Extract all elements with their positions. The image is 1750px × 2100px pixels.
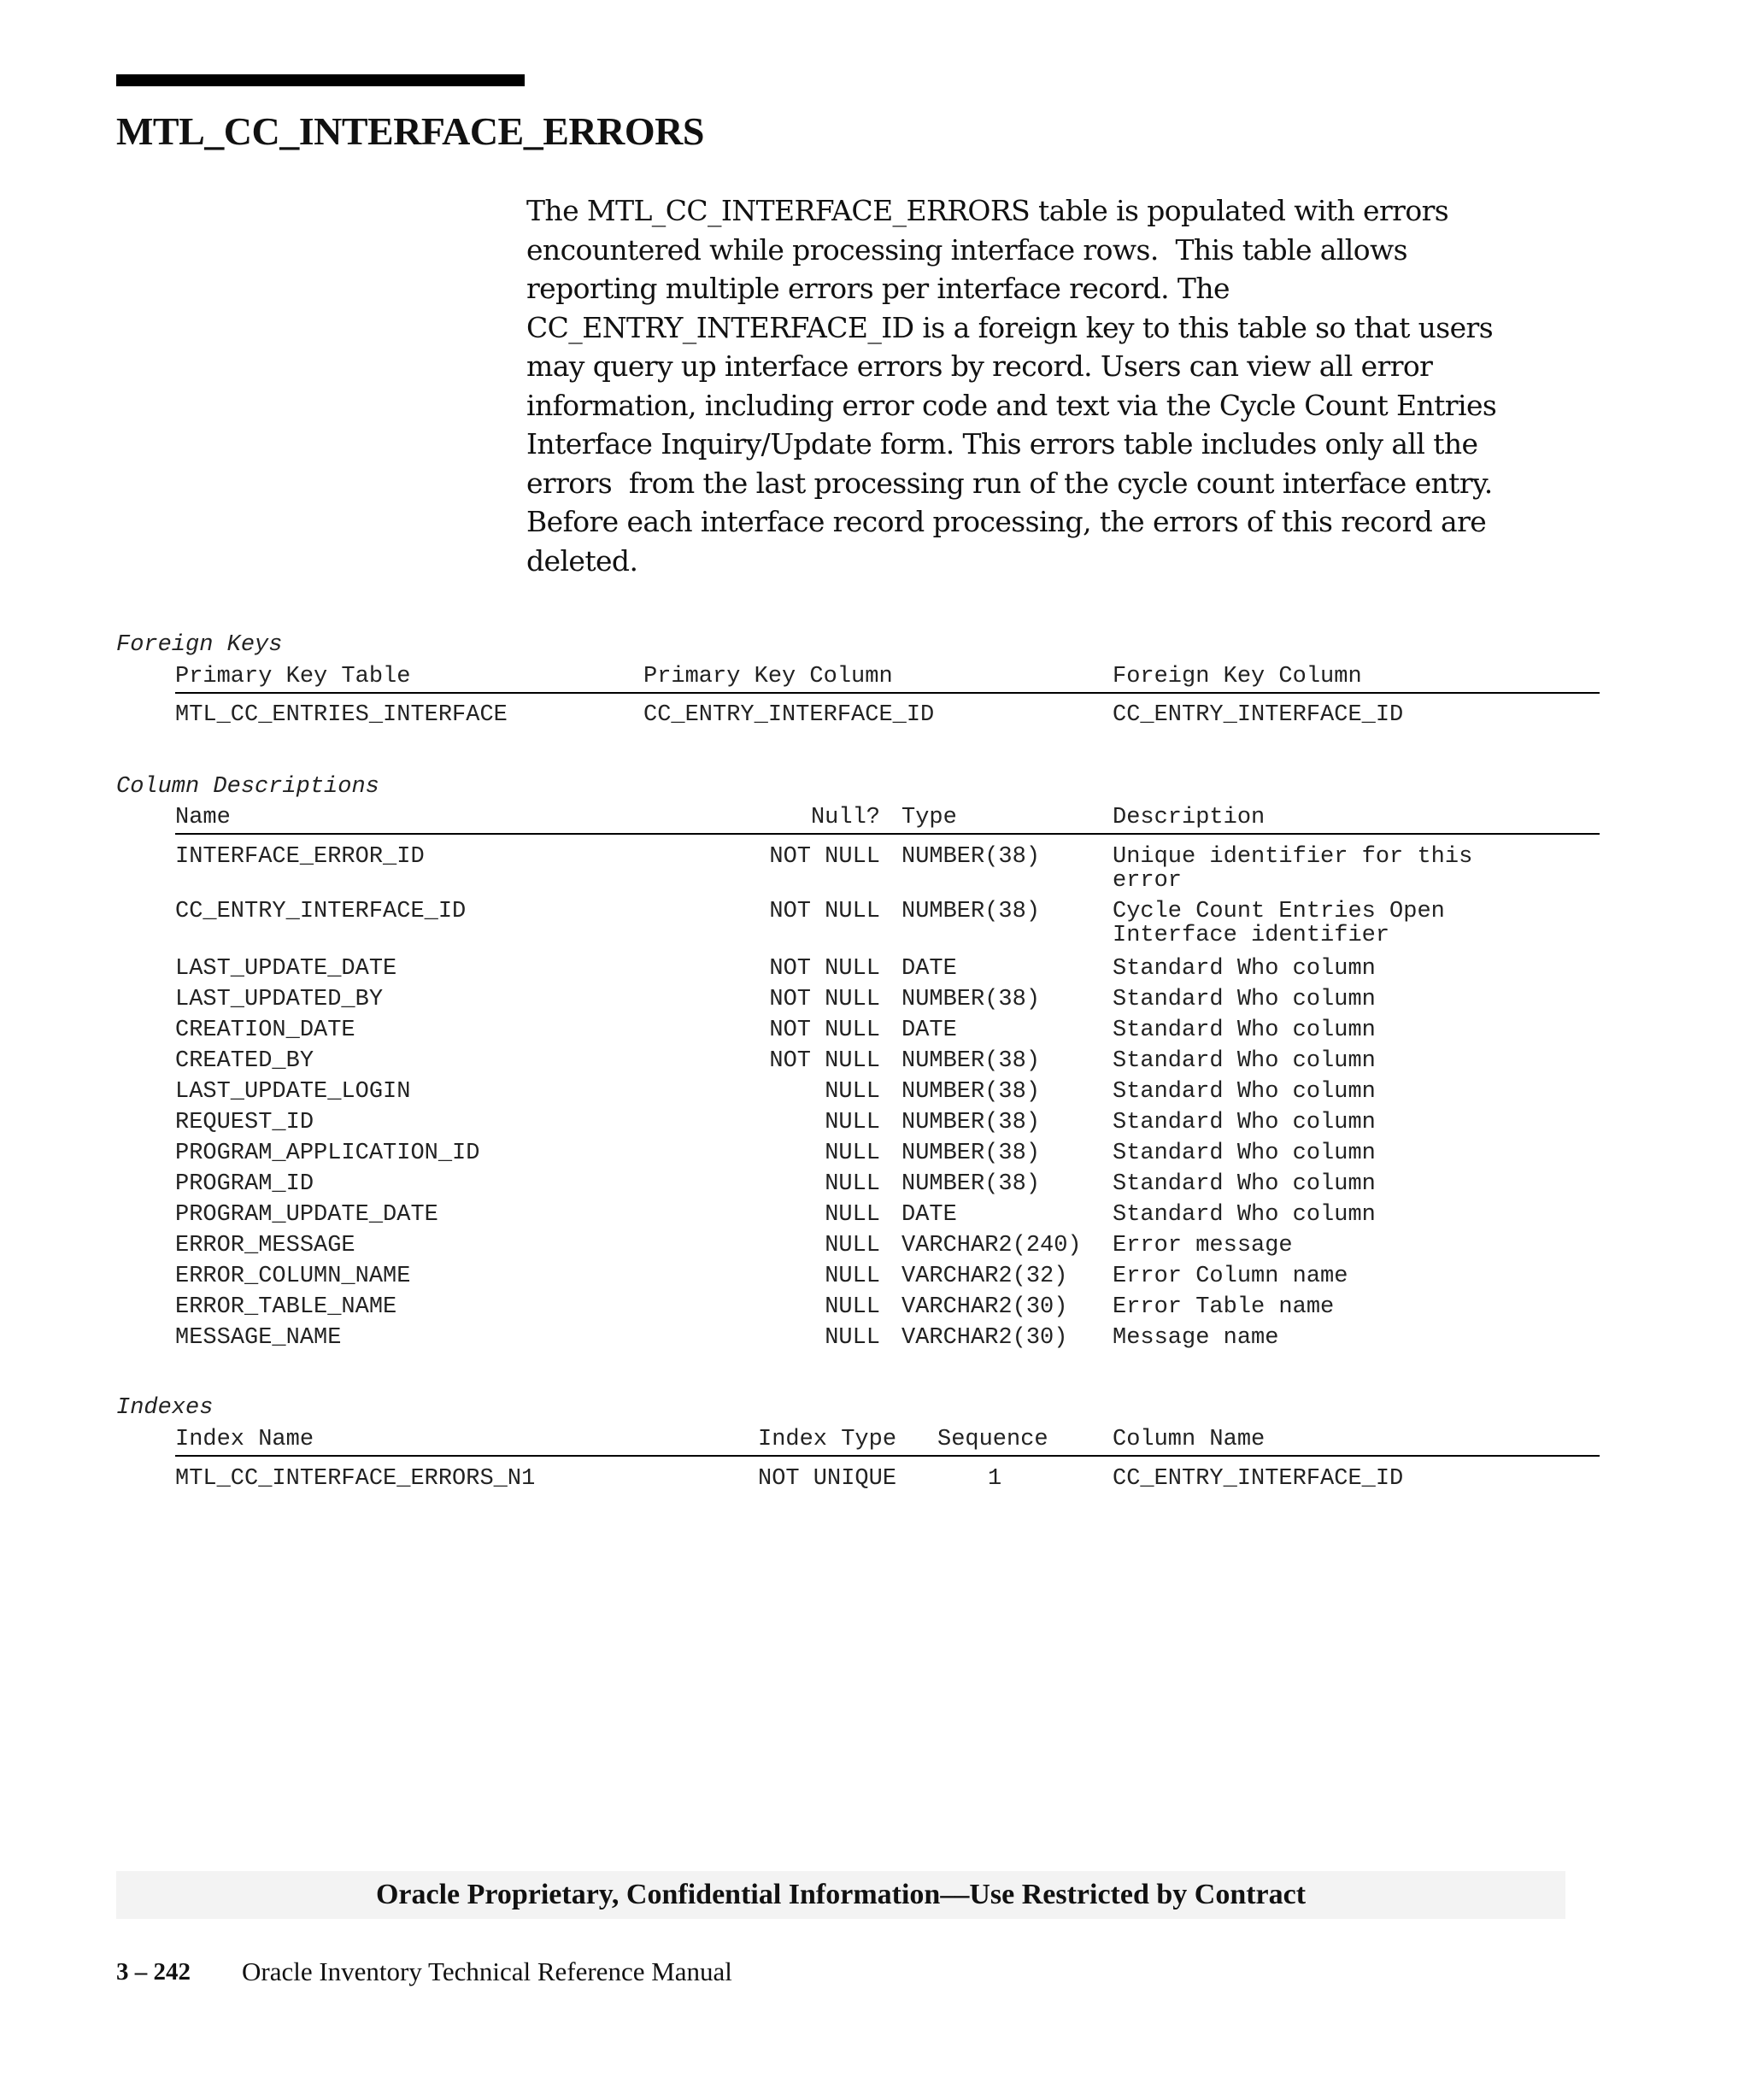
cd-header-description: Description (1113, 805, 1266, 830)
cd-row-description: Error Column name (1113, 1264, 1348, 1289)
cd-row-name: CC_ENTRY_INTERFACE_ID (175, 899, 467, 924)
cd-row-name: ERROR_COLUMN_NAME (175, 1264, 411, 1289)
cd-row-description: Cycle Count Entries Open Interface identifier (1113, 899, 1445, 948)
cd-row-description: Message name (1113, 1325, 1279, 1351)
cd-row-description: Standard Who column (1113, 956, 1376, 982)
intro-line: Before each interface record processing, the errors of this record are (526, 505, 1487, 538)
cd-row-null: NULL (825, 1202, 880, 1228)
cd-row-null: NULL (825, 1325, 880, 1351)
cd-row-name: LAST_UPDATED_BY (175, 987, 384, 1012)
cd-row-null: NULL (825, 1141, 880, 1166)
fk-row-primary-key-table: MTL_CC_ENTRIES_INTERFACE (175, 702, 508, 728)
cd-row-type: DATE (901, 1202, 957, 1228)
intro-line: may query up interface errors by record. Users can view all error (526, 349, 1433, 383)
cd-row-name: PROGRAM_ID (175, 1171, 314, 1197)
foreign-keys-label: Foreign Keys (116, 632, 283, 658)
cd-row-description: Standard Who column (1113, 1171, 1376, 1197)
idx-header-column-name: Column Name (1113, 1427, 1266, 1452)
cd-row-description: Error Table name (1113, 1294, 1335, 1320)
cd-row-null: NOT NULL (769, 844, 880, 870)
cd-row-null: NULL (825, 1294, 880, 1320)
column-descriptions-label: Column Descriptions (116, 774, 379, 800)
cd-row-type: NUMBER(38) (901, 1048, 1041, 1074)
cd-row-type: VARCHAR2(30) (901, 1294, 1068, 1320)
cd-row-type: DATE (901, 956, 957, 982)
cd-row-name: PROGRAM_APPLICATION_ID (175, 1141, 480, 1166)
cd-row-name: LAST_UPDATE_LOGIN (175, 1079, 411, 1105)
cd-header-type: Type (901, 805, 957, 830)
cd-row-null: NULL (825, 1264, 880, 1289)
idx-row-index-name: MTL_CC_INTERFACE_ERRORS_N1 (175, 1466, 536, 1492)
idx-row-sequence: 1 (988, 1466, 1002, 1492)
cd-row-type: NUMBER(38) (901, 1110, 1041, 1135)
confidential-banner (116, 1871, 1565, 1919)
idx-header-index-name: Index Name (175, 1427, 314, 1452)
cd-row-description: Standard Who column (1113, 1048, 1376, 1074)
page-title: MTL_CC_INTERFACE_ERRORS (116, 109, 704, 153)
cd-row-type: NUMBER(38) (901, 987, 1041, 1012)
cd-row-type: VARCHAR2(240) (901, 1233, 1082, 1258)
intro-line: The MTL_CC_INTERFACE_ERRORS table is populated with errors (526, 194, 1449, 227)
cd-row-type: DATE (901, 1018, 957, 1043)
cd-row-type: VARCHAR2(32) (901, 1264, 1068, 1289)
cd-header-name: Name (175, 805, 231, 830)
cd-row-type: VARCHAR2(30) (901, 1325, 1068, 1351)
cd-header-null: Null? (810, 805, 880, 830)
cd-row-description: Standard Who column (1113, 1141, 1376, 1166)
cd-row-null: NOT NULL (769, 899, 880, 924)
cd-row-description: Unique identifier for this error (1113, 844, 1473, 894)
idx-header-rule (175, 1455, 1600, 1457)
intro-line: information, including error code and text via the Cycle Count Entries (526, 388, 1497, 422)
cd-row-type: NUMBER(38) (901, 1171, 1041, 1197)
cd-row-name: INTERFACE_ERROR_ID (175, 844, 425, 870)
manual-title: Oracle Inventory Technical Reference Manual (242, 1956, 732, 1986)
fk-header-foreign-key-column: Foreign Key Column (1113, 664, 1362, 689)
fk-row-primary-key-column: CC_ENTRY_INTERFACE_ID (643, 702, 935, 728)
cd-row-name: REQUEST_ID (175, 1110, 314, 1135)
cd-row-description: Standard Who column (1113, 1110, 1376, 1135)
idx-row-index-type: NOT UNIQUE (758, 1466, 897, 1492)
cd-row-null: NOT NULL (769, 1048, 880, 1074)
top-rule (116, 74, 525, 86)
cd-row-null: NULL (825, 1110, 880, 1135)
fk-header-rule (175, 692, 1600, 694)
cd-row-type: NUMBER(38) (901, 844, 1041, 870)
cd-row-description: Standard Who column (1113, 987, 1376, 1012)
cd-row-name: CREATION_DATE (175, 1018, 355, 1043)
intro-line: reporting multiple errors per interface record. The (526, 272, 1230, 305)
cd-row-description: Standard Who column (1113, 1018, 1376, 1043)
indexes-label: Indexes (116, 1395, 214, 1421)
idx-header-index-type: Index Type (758, 1427, 897, 1452)
intro-line: CC_ENTRY_INTERFACE_ID is a foreign key to this table so that users (526, 310, 1494, 344)
fk-row-foreign-key-column: CC_ENTRY_INTERFACE_ID (1113, 702, 1404, 728)
idx-header-sequence: Sequence (937, 1427, 1048, 1452)
cd-row-description: Standard Who column (1113, 1079, 1376, 1105)
fk-header-primary-key-column: Primary Key Column (643, 664, 893, 689)
cd-row-null: NOT NULL (769, 1018, 880, 1043)
cd-row-type: NUMBER(38) (901, 899, 1041, 924)
cd-row-type: NUMBER(38) (901, 1141, 1041, 1166)
fk-header-primary-key-table: Primary Key Table (175, 664, 411, 689)
cd-row-null: NOT NULL (769, 987, 880, 1012)
idx-row-column-name: CC_ENTRY_INTERFACE_ID (1113, 1466, 1404, 1492)
cd-row-null: NULL (825, 1233, 880, 1258)
cd-row-name: MESSAGE_NAME (175, 1325, 342, 1351)
cd-row-name: ERROR_TABLE_NAME (175, 1294, 397, 1320)
intro-paragraph (526, 191, 1552, 580)
cd-row-null: NOT NULL (769, 956, 880, 982)
cd-row-name: PROGRAM_UPDATE_DATE (175, 1202, 438, 1228)
intro-line: Interface Inquiry/Update form. This errors table includes only all the (526, 427, 1478, 460)
intro-line: errors from the last processing run of the cycle count interface entry. (526, 466, 1493, 500)
cd-row-name: ERROR_MESSAGE (175, 1233, 355, 1258)
cd-row-null: NULL (825, 1079, 880, 1105)
page-number: 3 – 242 (116, 1958, 191, 1986)
intro-line: encountered while processing interface rows. This table allows (526, 232, 1408, 267)
cd-row-null: NULL (825, 1171, 880, 1197)
cd-row-type: NUMBER(38) (901, 1079, 1041, 1105)
cd-row-name: LAST_UPDATE_DATE (175, 956, 397, 982)
cd-row-description: Error message (1113, 1233, 1293, 1258)
cd-row-name: CREATED_BY (175, 1048, 314, 1074)
intro-line: deleted. (526, 543, 638, 578)
cd-header-rule (175, 833, 1600, 835)
cd-row-description: Standard Who column (1113, 1202, 1376, 1228)
confidential-notice: Oracle Proprietary, Confidential Information––Use Restricted by Contract (375, 1879, 1307, 1910)
